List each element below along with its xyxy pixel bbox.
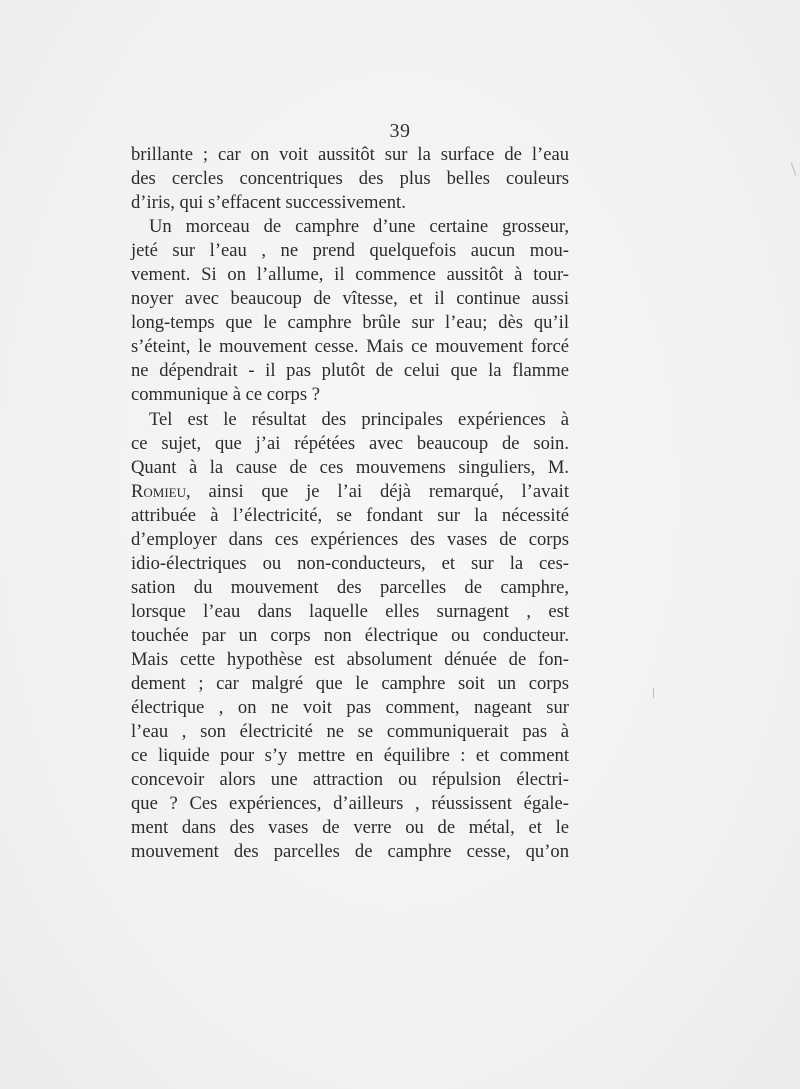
text-line: lorsque l’eau dans laquelle elles surnagent , est (131, 600, 569, 622)
text-line: concevoir alors une attraction ou répulsion électri- (131, 769, 569, 791)
text-line-romieu (131, 480, 569, 504)
text-line: attribuée à l’électricité, se fondant sur la nécessité (131, 504, 569, 526)
text-line: des cercles concentriques des plus belles couleurs (131, 168, 569, 190)
text-line: ne dépendrait - il pas plutôt de celui que la flamme (131, 360, 569, 382)
author-name-romieu: Romieu (131, 480, 187, 502)
text-line: noyer avec beaucoup de vîtesse, et il continue aussi (131, 288, 569, 310)
paragraph-start-line: Tel est le résultat des principales expériences à (149, 408, 569, 430)
text-line: d’iris, qui s’effacent successivement. (131, 192, 406, 214)
paragraph-start-line: Un morceau de camphre d’une certaine grosseur, (149, 216, 569, 238)
text-line: long-temps que le camphre brûle sur l’eau; dès qu’il (131, 312, 569, 334)
scan-margin-mark (791, 162, 797, 175)
text-line: d’employer dans ces expériences des vases de corps (131, 528, 569, 550)
text-line: mouvement des parcelles de camphre cesse, qu’on (131, 841, 569, 863)
text-line: Mais cette hypothèse est absolument dénuée de fon- (131, 648, 569, 670)
text-line: l’eau , son électricité ne se communiquerait pas à (131, 721, 569, 743)
text-line: communique à ce corps ? (131, 384, 320, 406)
scan-margin-mark (653, 688, 654, 698)
page-number: 39 (389, 120, 411, 142)
text-line: ment dans des vases de verre ou de métal, et le (131, 817, 569, 839)
text-line: dement ; car malgré que le camphre soit un corps (131, 673, 569, 695)
text-line: brillante ; car on voit aussitôt sur la surface de l’eau (131, 144, 569, 165)
text-line: touchée par un corps non électrique ou conducteur. (131, 624, 569, 646)
text-line: électrique , on ne voit pas comment, nageant sur (131, 697, 569, 719)
text-line: vement. Si on l’allume, il commence aussitôt à tour- (131, 264, 569, 286)
text-line: Quant à la cause de ces mouvemens singuliers, M. (131, 456, 569, 478)
text-fragment: , ainsi que je l’ai déjà remarqué, l’avait (186, 480, 569, 502)
text-line: s’éteint, le mouvement cesse. Mais ce mouvement forcé (131, 336, 569, 358)
text-line: ce sujet, que j’ai répétées avec beaucoup de soin. (131, 432, 569, 454)
text-line: ce liquide pour s’y mettre en équilibre : et comment (131, 745, 569, 767)
text-line: que ? Ces expériences, d’ailleurs , réussissent égale- (131, 793, 569, 815)
body-text (131, 143, 569, 864)
text-line: jeté sur l’eau , ne prend quelquefois aucun mou- (131, 240, 569, 262)
text-line: idio-électriques ou non-conducteurs, et sur la ces- (131, 552, 569, 574)
text-line: sation du mouvement des parcelles de camphre, (131, 576, 569, 598)
